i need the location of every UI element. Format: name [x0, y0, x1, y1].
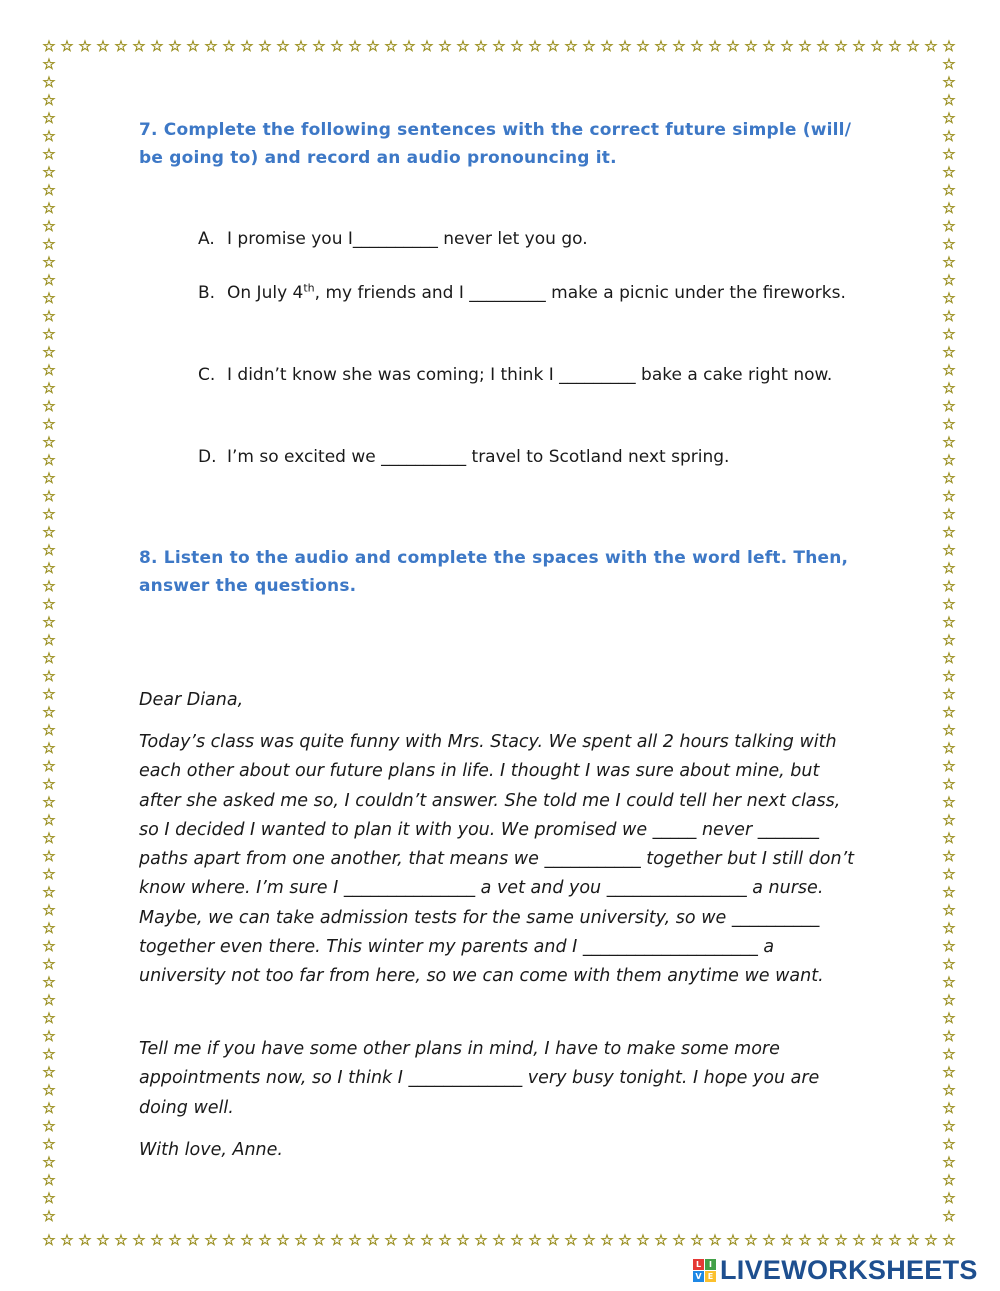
star-icon: ☆ [42, 1117, 56, 1135]
star-icon: ☆ [942, 1207, 956, 1225]
star-icon: ☆ [42, 1099, 56, 1117]
star-icon: ☆ [942, 289, 956, 307]
star-icon: ☆ [942, 559, 956, 577]
star-border-left [40, 55, 58, 1225]
logo-badge-icon: L I V E [693, 1259, 716, 1282]
star-icon: ☆ [672, 37, 686, 55]
star-icon: ☆ [42, 127, 56, 145]
star-icon: ☆ [942, 217, 956, 235]
star-icon: ☆ [582, 37, 596, 55]
star-icon: ☆ [42, 1009, 56, 1027]
star-icon: ☆ [942, 343, 956, 361]
item-letter: A. [198, 229, 215, 249]
star-icon: ☆ [240, 37, 254, 55]
star-icon: ☆ [42, 343, 56, 361]
star-icon: ☆ [42, 523, 56, 541]
star-icon: ☆ [942, 145, 956, 163]
star-icon: ☆ [42, 1135, 56, 1153]
star-icon: ☆ [42, 973, 56, 991]
exercise-item-d [198, 444, 858, 471]
star-icon: ☆ [942, 487, 956, 505]
star-icon: ☆ [78, 37, 92, 55]
star-icon: ☆ [744, 1231, 758, 1249]
item-sentence: I promise you I__________ never let you go. [227, 229, 588, 249]
star-icon: ☆ [942, 1045, 956, 1063]
star-icon: ☆ [942, 1081, 956, 1099]
star-icon: ☆ [366, 1231, 380, 1249]
star-icon: ☆ [942, 703, 956, 721]
star-icon: ☆ [852, 1231, 866, 1249]
liveworksheets-logo [693, 1255, 978, 1286]
logo-text: LIVEWORKSHEETS [720, 1255, 978, 1285]
star-icon: ☆ [42, 73, 56, 91]
star-icon: ☆ [420, 1231, 434, 1249]
star-icon: ☆ [258, 37, 272, 55]
star-icon: ☆ [42, 469, 56, 487]
star-icon: ☆ [906, 1231, 920, 1249]
star-icon: ☆ [942, 307, 956, 325]
star-icon: ☆ [942, 1027, 956, 1045]
exercise-item-c [198, 362, 858, 389]
star-icon: ☆ [78, 1231, 92, 1249]
star-icon: ☆ [546, 1231, 560, 1249]
star-icon: ☆ [942, 811, 956, 829]
star-icon: ☆ [942, 1063, 956, 1081]
star-icon: ☆ [42, 415, 56, 433]
item-sentence: On July 4th, my friends and I _________ make a picnic under the fireworks. [227, 281, 846, 303]
star-border-right [940, 55, 958, 1225]
star-icon: ☆ [942, 73, 956, 91]
star-icon: ☆ [942, 1189, 956, 1207]
star-icon: ☆ [942, 901, 956, 919]
star-icon: ☆ [942, 1135, 956, 1153]
star-icon: ☆ [42, 613, 56, 631]
star-icon: ☆ [42, 991, 56, 1009]
star-icon: ☆ [42, 955, 56, 973]
star-icon: ☆ [186, 1231, 200, 1249]
star-icon: ☆ [636, 1231, 650, 1249]
star-icon: ☆ [42, 235, 56, 253]
star-icon: ☆ [294, 1231, 308, 1249]
star-icon: ☆ [402, 1231, 416, 1249]
star-icon: ☆ [942, 739, 956, 757]
star-icon: ☆ [60, 37, 74, 55]
star-icon: ☆ [42, 145, 56, 163]
star-icon: ☆ [942, 847, 956, 865]
star-icon: ☆ [42, 1045, 56, 1063]
star-icon: ☆ [42, 1207, 56, 1225]
star-icon: ☆ [42, 433, 56, 451]
star-icon: ☆ [168, 37, 182, 55]
item-letter: B. [198, 283, 216, 303]
star-icon: ☆ [204, 37, 218, 55]
star-icon: ☆ [438, 37, 452, 55]
star-icon: ☆ [150, 37, 164, 55]
star-icon: ☆ [42, 901, 56, 919]
star-icon: ☆ [942, 1117, 956, 1135]
star-icon: ☆ [42, 757, 56, 775]
star-icon: ☆ [42, 937, 56, 955]
star-icon: ☆ [42, 91, 56, 109]
star-icon: ☆ [42, 577, 56, 595]
star-icon: ☆ [42, 451, 56, 469]
star-icon: ☆ [42, 181, 56, 199]
star-icon: ☆ [942, 793, 956, 811]
star-icon: ☆ [906, 37, 920, 55]
star-icon: ☆ [132, 37, 146, 55]
star-icon: ☆ [942, 973, 956, 991]
star-icon: ☆ [42, 811, 56, 829]
star-icon: ☆ [42, 775, 56, 793]
star-icon: ☆ [942, 991, 956, 1009]
star-icon: ☆ [654, 37, 668, 55]
star-icon: ☆ [942, 649, 956, 667]
star-icon: ☆ [528, 1231, 542, 1249]
star-icon: ☆ [762, 1231, 776, 1249]
star-icon: ☆ [942, 253, 956, 271]
star-icon: ☆ [510, 37, 524, 55]
star-icon: ☆ [42, 253, 56, 271]
star-icon: ☆ [942, 595, 956, 613]
star-icon: ☆ [600, 37, 614, 55]
star-icon: ☆ [816, 1231, 830, 1249]
star-icon: ☆ [564, 1231, 578, 1249]
star-icon: ☆ [42, 1081, 56, 1099]
star-icon: ☆ [942, 577, 956, 595]
star-icon: ☆ [942, 109, 956, 127]
star-icon: ☆ [834, 37, 848, 55]
star-icon: ☆ [708, 37, 722, 55]
star-icon: ☆ [708, 1231, 722, 1249]
star-icon: ☆ [294, 37, 308, 55]
item-sentence: I’m so excited we __________ travel to Scotland next spring. [227, 447, 730, 467]
letter-closing: With love, Anne. [139, 1140, 283, 1160]
star-icon: ☆ [942, 199, 956, 217]
star-icon: ☆ [942, 235, 956, 253]
star-icon: ☆ [942, 685, 956, 703]
star-icon: ☆ [420, 37, 434, 55]
star-icon: ☆ [942, 667, 956, 685]
star-icon: ☆ [42, 307, 56, 325]
star-icon: ☆ [942, 379, 956, 397]
star-icon: ☆ [942, 1009, 956, 1027]
star-icon: ☆ [474, 37, 488, 55]
star-icon: ☆ [42, 271, 56, 289]
star-icon: ☆ [942, 865, 956, 883]
star-icon: ☆ [546, 37, 560, 55]
star-icon: ☆ [42, 1027, 56, 1045]
star-icon: ☆ [276, 37, 290, 55]
star-icon: ☆ [942, 937, 956, 955]
star-icon: ☆ [42, 703, 56, 721]
star-icon: ☆ [762, 37, 776, 55]
star-icon: ☆ [42, 109, 56, 127]
star-icon: ☆ [222, 37, 236, 55]
star-icon: ☆ [114, 1231, 128, 1249]
star-icon: ☆ [132, 1231, 146, 1249]
star-icon: ☆ [924, 1231, 938, 1249]
star-icon: ☆ [42, 793, 56, 811]
star-icon: ☆ [942, 163, 956, 181]
star-icon: ☆ [942, 91, 956, 109]
star-icon: ☆ [780, 37, 794, 55]
star-icon: ☆ [42, 361, 56, 379]
star-icon: ☆ [42, 217, 56, 235]
star-icon: ☆ [42, 1063, 56, 1081]
item-letter: D. [198, 447, 217, 467]
star-icon: ☆ [42, 883, 56, 901]
star-icon: ☆ [42, 847, 56, 865]
star-icon: ☆ [42, 1171, 56, 1189]
letter-paragraph-1: Today’s class was quite funny with Mrs. Stacy. We spent all 2 hours talking with each other about our future plans in life. I thought I was sure about mine, but after she asked me so, I couldn’t answer. She told me I could tell her next class, so I decided I wanted to plan it with you. We promised we _____ never _______ paths apart from one another, that means we ___________ together but I still don’t know where. I’m sure I _______________ a vet and you ________________ a nurse. Maybe, we can take admission tests for the same university, so we __________ together even there. This winter my parents and I ____________________ a university not too far from here, so we can come with them anytime we want. [139, 732, 854, 987]
star-icon: ☆ [366, 37, 380, 55]
star-icon: ☆ [942, 1171, 956, 1189]
star-border-top [40, 37, 958, 55]
star-icon: ☆ [942, 55, 956, 73]
star-icon: ☆ [42, 919, 56, 937]
star-icon: ☆ [726, 1231, 740, 1249]
ordinal-suffix: th [303, 281, 315, 295]
star-icon: ☆ [204, 1231, 218, 1249]
star-icon: ☆ [942, 361, 956, 379]
star-icon: ☆ [690, 1231, 704, 1249]
star-icon: ☆ [42, 631, 56, 649]
star-icon: ☆ [42, 397, 56, 415]
star-icon: ☆ [870, 1231, 884, 1249]
star-icon: ☆ [42, 163, 56, 181]
star-icon: ☆ [42, 1231, 56, 1249]
star-icon: ☆ [42, 739, 56, 757]
star-icon: ☆ [312, 37, 326, 55]
star-icon: ☆ [42, 721, 56, 739]
star-icon: ☆ [330, 1231, 344, 1249]
star-icon: ☆ [942, 613, 956, 631]
star-icon: ☆ [384, 1231, 398, 1249]
star-icon: ☆ [96, 1231, 110, 1249]
star-icon: ☆ [402, 37, 416, 55]
star-icon: ☆ [618, 1231, 632, 1249]
star-icon: ☆ [456, 37, 470, 55]
star-icon: ☆ [744, 37, 758, 55]
star-icon: ☆ [924, 37, 938, 55]
star-icon: ☆ [348, 37, 362, 55]
star-icon: ☆ [150, 1231, 164, 1249]
star-icon: ☆ [942, 523, 956, 541]
star-icon: ☆ [42, 1189, 56, 1207]
star-icon: ☆ [942, 721, 956, 739]
star-icon: ☆ [168, 1231, 182, 1249]
star-icon: ☆ [942, 451, 956, 469]
star-icon: ☆ [582, 1231, 596, 1249]
star-icon: ☆ [942, 829, 956, 847]
star-icon: ☆ [312, 1231, 326, 1249]
star-icon: ☆ [474, 1231, 488, 1249]
star-icon: ☆ [798, 1231, 812, 1249]
star-icon: ☆ [492, 1231, 506, 1249]
star-icon: ☆ [942, 433, 956, 451]
star-icon: ☆ [942, 37, 956, 55]
star-icon: ☆ [672, 1231, 686, 1249]
star-icon: ☆ [42, 199, 56, 217]
item-letter: C. [198, 365, 216, 385]
star-icon: ☆ [492, 37, 506, 55]
star-icon: ☆ [942, 271, 956, 289]
star-icon: ☆ [258, 1231, 272, 1249]
star-icon: ☆ [42, 541, 56, 559]
star-icon: ☆ [942, 919, 956, 937]
star-icon: ☆ [942, 541, 956, 559]
star-icon: ☆ [42, 649, 56, 667]
star-icon: ☆ [942, 181, 956, 199]
star-icon: ☆ [942, 631, 956, 649]
star-icon: ☆ [600, 1231, 614, 1249]
star-icon: ☆ [42, 865, 56, 883]
star-icon: ☆ [42, 379, 56, 397]
exercise-item-b [198, 280, 858, 307]
star-icon: ☆ [384, 37, 398, 55]
star-icon: ☆ [510, 1231, 524, 1249]
exercise-7-heading: 7. Complete the following sentences with the correct future simple (will/ be going to) and record an audio pronouncing it. [139, 120, 852, 168]
star-icon: ☆ [636, 37, 650, 55]
star-icon: ☆ [870, 37, 884, 55]
star-icon: ☆ [942, 127, 956, 145]
letter-greeting: Dear Diana, [139, 690, 244, 710]
star-icon: ☆ [942, 505, 956, 523]
star-icon: ☆ [834, 1231, 848, 1249]
star-icon: ☆ [942, 469, 956, 487]
star-icon: ☆ [888, 37, 902, 55]
star-icon: ☆ [816, 37, 830, 55]
star-icon: ☆ [942, 1153, 956, 1171]
star-icon: ☆ [42, 1153, 56, 1171]
item-sentence: I didn’t know she was coming; I think I _________ bake a cake right now. [227, 365, 833, 385]
star-icon: ☆ [618, 37, 632, 55]
star-icon: ☆ [60, 1231, 74, 1249]
star-icon: ☆ [42, 559, 56, 577]
star-icon: ☆ [888, 1231, 902, 1249]
star-icon: ☆ [42, 37, 56, 55]
star-icon: ☆ [42, 55, 56, 73]
star-icon: ☆ [96, 37, 110, 55]
star-icon: ☆ [942, 325, 956, 343]
star-icon: ☆ [942, 757, 956, 775]
star-icon: ☆ [780, 1231, 794, 1249]
star-icon: ☆ [798, 37, 812, 55]
star-icon: ☆ [42, 829, 56, 847]
star-icon: ☆ [654, 1231, 668, 1249]
star-icon: ☆ [942, 415, 956, 433]
star-icon: ☆ [186, 37, 200, 55]
star-icon: ☆ [942, 955, 956, 973]
star-icon: ☆ [726, 37, 740, 55]
star-icon: ☆ [528, 37, 542, 55]
star-icon: ☆ [42, 487, 56, 505]
exercise-item-a [198, 226, 858, 253]
star-icon: ☆ [690, 37, 704, 55]
star-icon: ☆ [942, 397, 956, 415]
star-icon: ☆ [942, 1231, 956, 1249]
star-icon: ☆ [42, 685, 56, 703]
letter-paragraph-2: Tell me if you have some other plans in mind, I have to make some more appointments now, so I think I _____________ very busy tonight. I hope you are doing well. [139, 1039, 820, 1118]
star-icon: ☆ [330, 37, 344, 55]
star-icon: ☆ [42, 325, 56, 343]
star-icon: ☆ [240, 1231, 254, 1249]
star-icon: ☆ [42, 667, 56, 685]
star-icon: ☆ [564, 37, 578, 55]
star-icon: ☆ [438, 1231, 452, 1249]
exercise-8-heading: 8. Listen to the audio and complete the spaces with the word left. Then, answer the questions. [139, 548, 849, 596]
star-icon: ☆ [42, 505, 56, 523]
star-icon: ☆ [942, 775, 956, 793]
star-icon: ☆ [222, 1231, 236, 1249]
star-icon: ☆ [942, 1099, 956, 1117]
star-icon: ☆ [42, 289, 56, 307]
star-icon: ☆ [42, 595, 56, 613]
star-icon: ☆ [942, 883, 956, 901]
star-border-bottom [40, 1231, 958, 1249]
star-icon: ☆ [276, 1231, 290, 1249]
star-icon: ☆ [348, 1231, 362, 1249]
star-icon: ☆ [456, 1231, 470, 1249]
star-icon: ☆ [852, 37, 866, 55]
star-icon: ☆ [114, 37, 128, 55]
